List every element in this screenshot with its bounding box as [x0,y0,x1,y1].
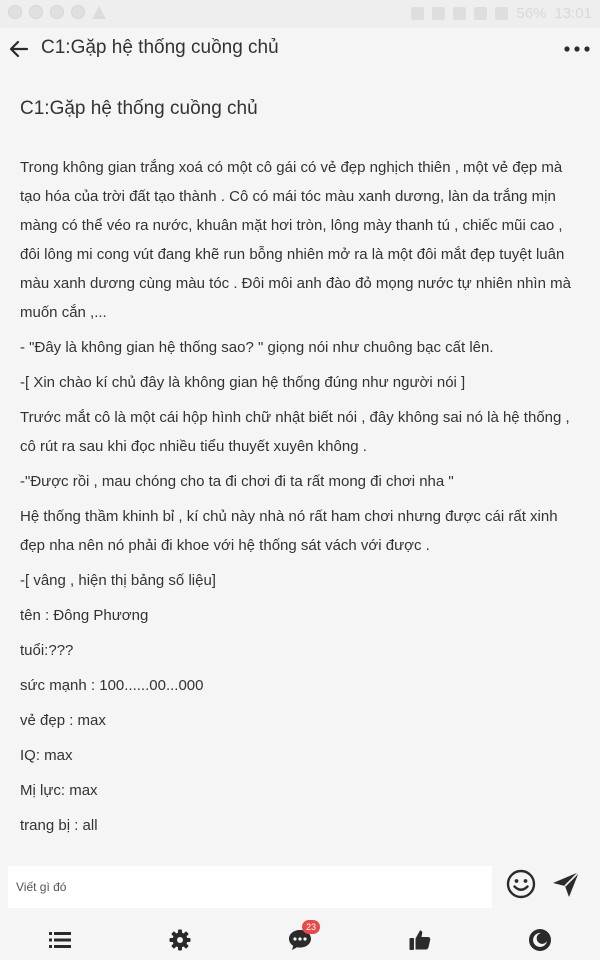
notification-icon [71,5,85,19]
notification-icons [8,5,106,19]
app-bar-title: C1:Gặp hệ thống cuồng chủ [41,37,279,58]
signal-icon [495,7,508,20]
bottom-panel [0,860,600,960]
paragraph: Trước mắt cô là một cái hộp hình chữ nhật biết nói , đây không sai nó là hệ thống , cô rút ra sau khi đọc nhiều tiểu thuyết xuyên không . [20,409,570,455]
night-mode-button[interactable] [520,920,560,960]
paragraph: -"Được rồi , mau chóng cho ta đi chơi đi ta rất mong đi chơi nha " [20,473,454,490]
send-button[interactable] [550,868,582,900]
app-bar [0,28,600,70]
paragraph: trang bị : all [20,817,98,834]
comments-count-badge: 23 [302,920,320,934]
more-vert-icon [563,45,591,53]
clock: 13:01 [554,5,592,22]
wifi-icon [474,7,487,20]
paragraph: -[ Xin chào kí chủ đây là không gian hệ thống đúng như người nói ] [20,374,466,391]
paragraph: Hệ thống thầm khinh bỉ , kí chủ này nhà nó rất ham chơi nhưng được cái rất xinh đẹp nha nên nó phải đi khoe với hệ thống sát vách với được . [20,508,558,554]
chapter-content [20,153,586,846]
mute-icon [453,7,466,20]
more-options-button[interactable] [562,32,592,66]
status-bar [0,0,600,28]
emoji-icon [505,868,537,900]
gear-icon [169,929,191,951]
back-button[interactable] [4,32,34,66]
paragraph: tên : Đông Phương [20,607,149,624]
comments-button[interactable] [280,920,320,960]
notification-icon [8,5,22,19]
emoji-button[interactable] [505,868,537,900]
paragraph: -[ vâng , hiện thị bảng số liệu] [20,572,216,589]
arrow-left-icon [9,39,29,59]
comment-input[interactable] [8,866,492,908]
notification-icon [50,5,64,19]
chapter-list-button[interactable] [40,920,80,960]
list-icon [49,931,71,949]
night-mode-icon [528,928,552,952]
paragraph: Mị lực: max [20,782,98,799]
paragraph: tuổi:??? [20,642,74,659]
paragraph: vẻ đẹp : max [20,712,106,729]
paragraph: sức mạnh : 100......00...000 [20,677,204,694]
like-button[interactable] [400,920,440,960]
bluetooth-icon [432,7,445,20]
paragraph: Trong không gian trắng xoá có một cô gái có vẻ đẹp nghịch thiên , một vẻ đẹp mà tạo hóa của trời đất tạo thành . Cô có mái tóc màu xanh dương, làn da trắng mịn màng có thể véo ra nước, khuân mặt hơi tròn, lông mày thanh tú , chiếc mũi cao , đôi lông mi cong vút đang khẽ run bỗng nhiên mở ra là một đôi mắt đẹp tuyệt luân màu xanh dương cùng màu tóc . Đôi môi anh đào đỏ mọng nước tự nhiên nhìn mà muốn cắn ,... [20,159,571,321]
battery-level: 56% [516,5,547,22]
system-indicators [411,5,592,22]
settings-button[interactable] [160,920,200,960]
chapter-title: C1:Gặp hệ thống cuồng chủ [20,98,258,119]
paragraph: IQ: max [20,747,73,764]
send-icon [550,868,582,900]
notification-icon [29,5,43,19]
warning-icon [92,6,106,19]
bottom-navigation [0,920,600,960]
screenshot-icon [411,7,424,20]
paragraph: - "Đây là không gian hệ thống sao? " giọng nói như chuông bạc cất lên. [20,339,494,356]
thumbs-up-icon [409,929,431,951]
